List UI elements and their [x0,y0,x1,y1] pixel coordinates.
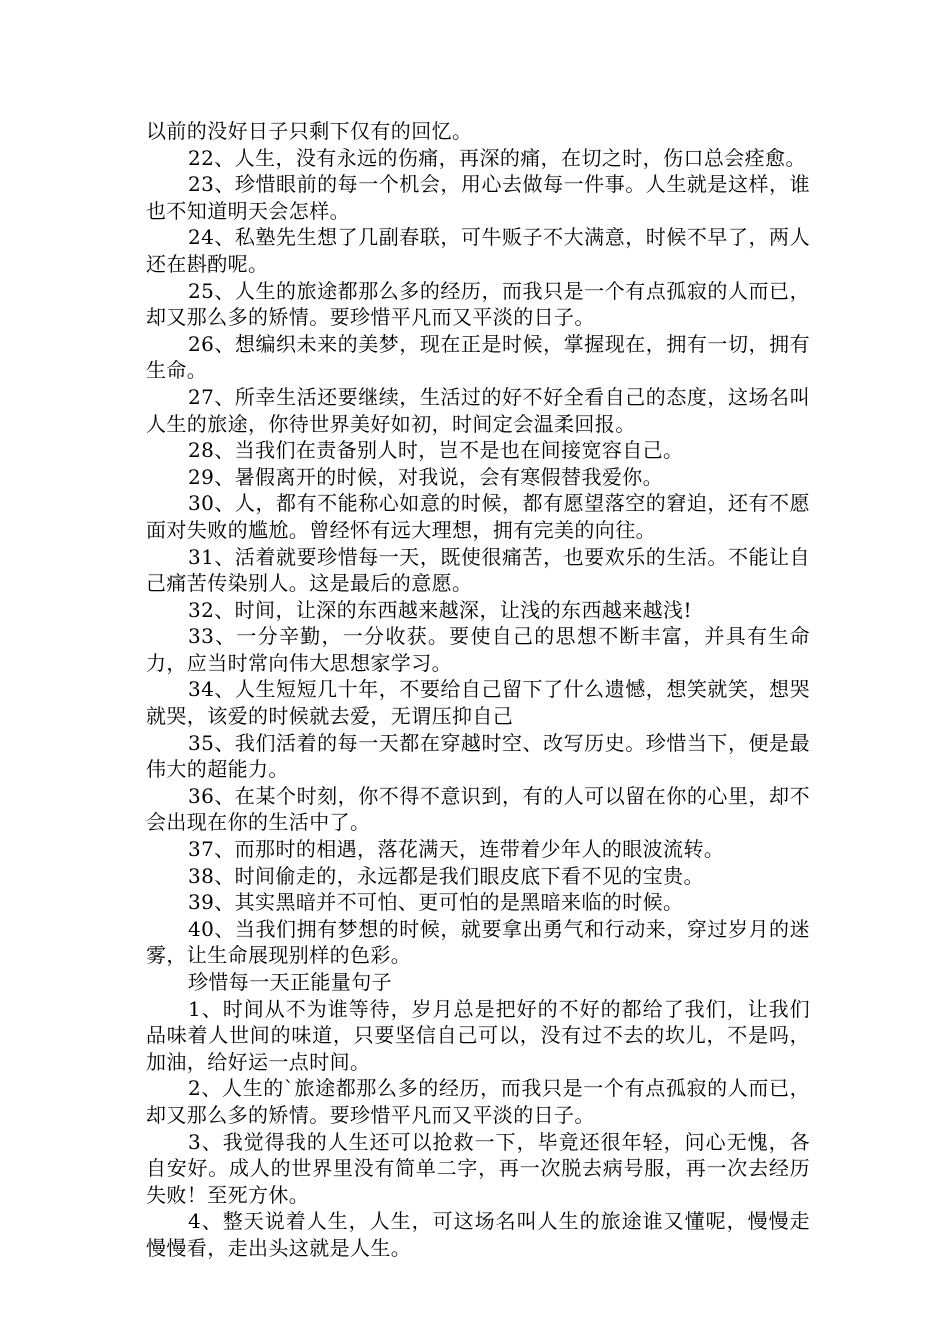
paragraph-22: 22、人生，没有永远的伤痛，再深的痛，在切之时，伤口总会痊愈。 [188,145,806,170]
paragraph-25: 25、人生的旅途都那么多的经历，而我只是一个有点孤寂的人而已，却又那么多的矫情。要珍惜平凡而又平淡的日子。 [146,278,810,330]
paragraph-24: 24、私塾先生想了几副春联，可牛贩子不大满意，时候不早了，两人还在斟酌呢。 [146,225,810,276]
paragraph-40: 40、当我们拥有梦想的时候，就要拿出勇气和行动来，穿过岁月的迷雾，让生命展现别样的色彩。 [146,916,810,968]
section-heading: 珍惜每一天正能量句子 [188,970,392,994]
paragraph-35: 35、我们活着的每一天都在穿越时空、改写历史。珍惜当下，便是最伟大的超能力。 [146,730,810,782]
paragraph-4: 4、整天说着人生，人生，可这场名叫人生的旅途谁又懂呢，慢慢走慢慢看，走出头这就是人生。 [146,1209,810,1260]
paragraph-37: 37、而那时的相遇，落花满天，连带着少年人的眼波流转。 [188,837,725,862]
document-body [146,118,810,1262]
paragraph-31: 31、活着就要珍惜每一天，既使很痛苦，也要欢乐的生活。不能让自己痛苦传染别人。这是最后的意愿。 [146,544,810,596]
paragraph-1: 1、时间从不为谁等待，岁月总是把好的不好的都给了我们，让我们品味着人世间的味道，只要坚信自己可以，没有过不去的坎儿，不是吗，加油，给好运一点时间。 [146,996,810,1074]
paragraph-30: 30、人，都有不能称心如意的时候，都有愿望落空的窘迫，还有不愿面对失败的尴尬。曾经怀有远大理想，拥有完美的向往。 [146,491,810,542]
paragraph-32: 32、时间，让深的东西越来越深，让浅的东西越来越浅! [188,597,692,622]
paragraph-27: 27、所幸生活还要继续，生活过的好不好全看自己的态度，这场名叫人生的旅途，你待世界美好如初，时间定会温柔回报。 [146,384,810,436]
paragraph-23: 23、珍惜眼前的每一个机会，用心去做每一件事。人生就是这样，谁也不知道明天会怎样。 [146,172,810,223]
paragraph-3: 3、我觉得我的人生还可以抢救一下，毕竟还很年轻，问心无愧，各自安好。成人的世界里没有简单二字，再一次脱去病号服，再一次去经历失败！至死方休。 [146,1129,810,1207]
paragraph-34: 34、人生短短几十年，不要给自己留下了什么遗憾，想笑就笑，想哭就哭，该爱的时候就去爱，无谓压抑自己 [146,677,810,729]
paragraph-26: 26、想编织未来的美梦，现在正是时候，掌握现在，拥有一切，拥有生命。 [146,331,810,383]
paragraph-28: 28、当我们在责备别人时，岂不是也在间接宽容自己。 [188,438,684,463]
paragraph-36: 36、在某个时刻，你不得不意识到，有的人可以留在你的心里，却不会出现在你的生活中了。 [146,783,810,835]
paragraph-continuation: 以前的没好日子只剩下仅有的回忆。 [146,119,473,143]
paragraph-33: 33、一分辛勤，一分收获。要使自己的思想不断丰富，并具有生命力，应当时常向伟大思想家学习。 [146,624,810,675]
paragraph-39: 39、其实黑暗并不可怕、更可怕的是黑暗来临的时候。 [188,890,684,915]
paragraph-38: 38、时间偷走的，永远都是我们眼皮底下看不见的宝贵。 [188,863,704,888]
paragraph-2: 2、人生的`旅途都那么多的经历，而我只是一个有点孤寂的人而已，却又那么多的矫情。要珍惜平凡而又平淡的日子。 [146,1076,810,1127]
paragraph-29: 29、暑假离开的时候，对我说，会有寒假替我爱你。 [188,464,664,489]
